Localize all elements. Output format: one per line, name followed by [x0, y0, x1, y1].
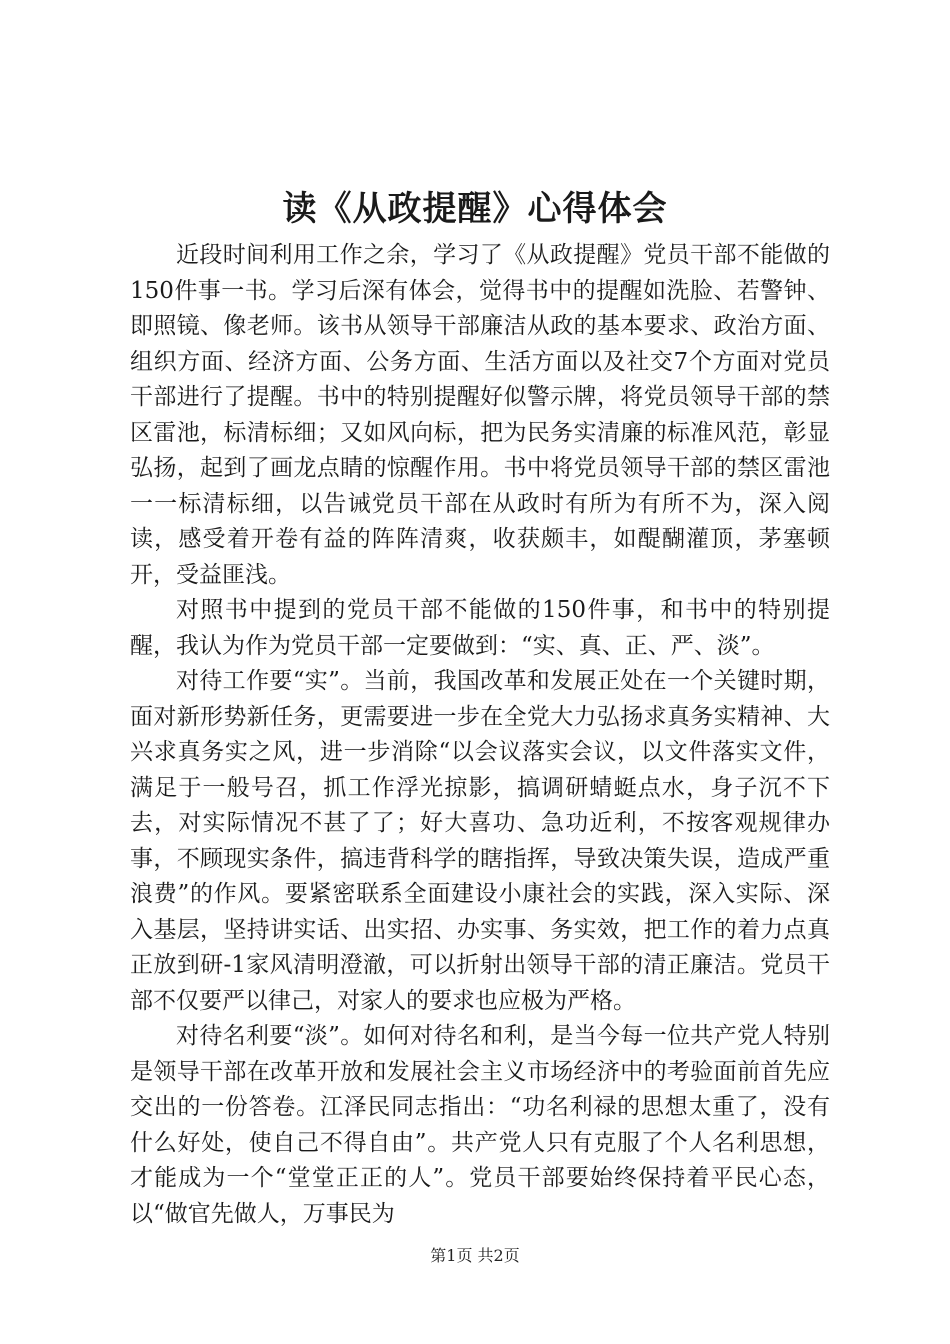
- document-title: 读《从政提醒》心得体会: [282, 189, 668, 229]
- paragraph-fame-dan: 对待名利要“淡”。如何对待名和利，是当今每一位共产党人特别是领导干部在改革开放和发展社会主义市场经济中的考验面前首先应交出的一份答卷。江泽民同志指出：“功名利禄的思想太重了，没有什么好处，使自己不得自由”。共产党人只有克服了个人名利思想，才能成为一个“堂堂正正的人”。党员干部要始终保持着平民心态，以“做官先做人，万事民为: [130, 1023, 830, 1227]
- document-body: [130, 238, 830, 1232]
- paragraph-work-shi: 对待工作要“实”。当前，我国改革和发展正处在一个关键时期，面对新形势新任务，更需要进一步在全党大力弘扬求真务实精神、大兴求真务实之风，进一步消除“以会议落实会议，以文件落实文件，满足于一般号召，抓工作浮光掠影，搞调研蜻蜓点水，身子沉不下去，对实际情况不甚了了；好大喜功、急功近利，不按客观规律办事，不顾现实条件，搞违背科学的瞎指挥，导致决策失误，造成严重浪费”的作风。要紧密联系全面建设小康社会的实践，深入实际、深入基层，坚持讲实话、出实招、办实事、务实效，把工作的着力点真正放到研-1家风清明澄澈，可以折射出领导干部的清正廉洁。党员干部不仅要严以律己，对家人的要求也应极为严格。: [130, 668, 830, 1014]
- paragraph-intro: 近段时间利用工作之余，学习了《从政提醒》党员干部不能做的150件事一书。学习后深有体会，觉得书中的提醒如洗脸、若警钟、即照镜、像老师。该书从领导干部廉洁从政的基本要求、政治方面、组织方面、经济方面、公务方面、生活方面以及社交7个方面对党员干部进行了提醒。书中的特别提醒好似警示牌，将党员领导干部的禁区雷池，标清标细；又如风向标，把为民务实清廉的标准风范，彰显弘扬，起到了画龙点睛的惊醒作用。书中将党员领导干部的禁区雷池一一标清标细，以告诫党员干部在从政时有所为有所不为，深入阅读，感受着开卷有益的阵阵清爽，收获颇丰，如醍醐灌顶，茅塞顿开，受益匪浅。: [130, 242, 830, 588]
- page-number-footer: 第1页 共2页: [430, 1246, 520, 1265]
- paragraph-summary: 对照书中提到的党员干部不能做的150件事，和书中的特别提醒，我认为作为党员干部一定要做到：“实、真、正、严、淡”。: [130, 597, 830, 659]
